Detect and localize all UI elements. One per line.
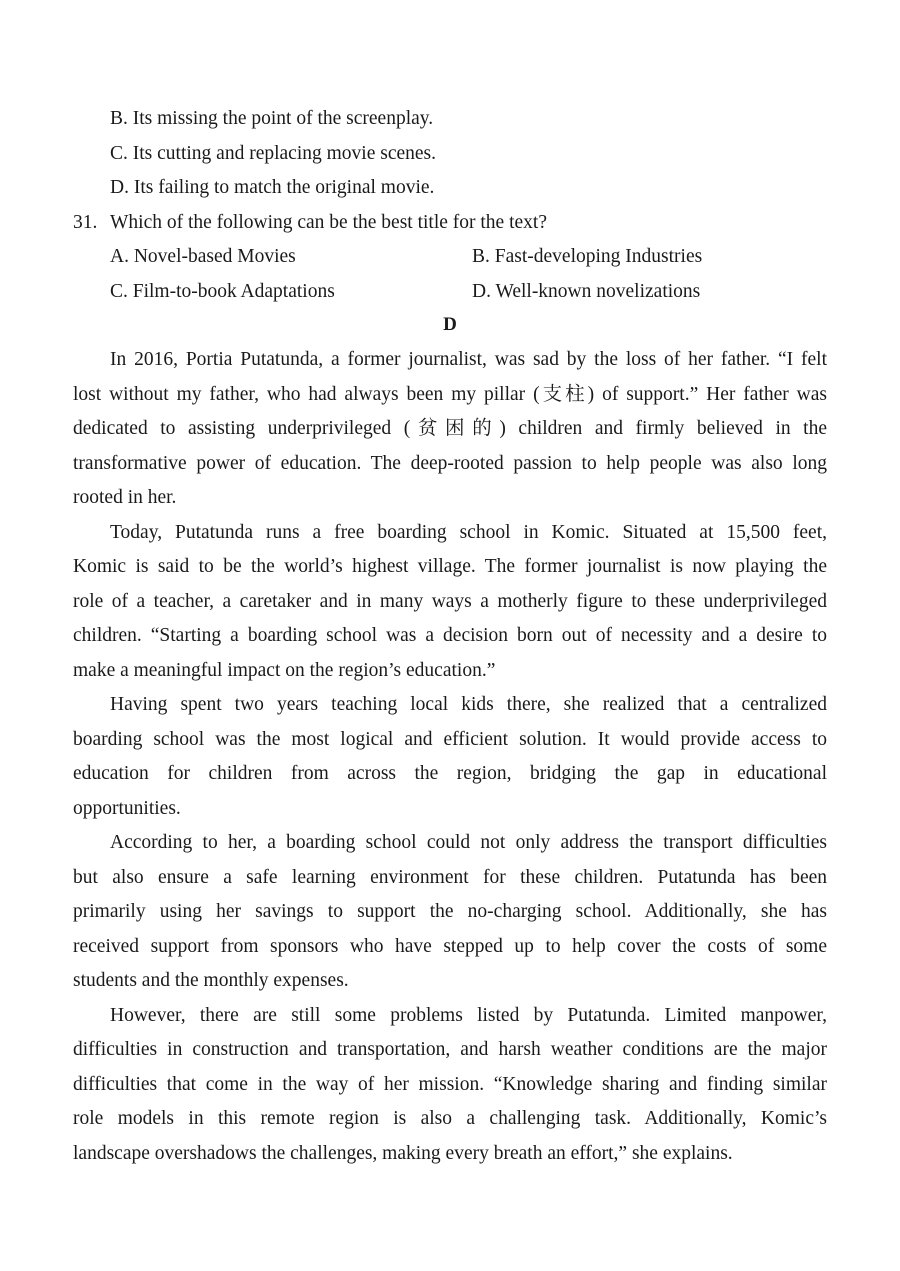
q30-option-d: D. Its failing to match the original movie. xyxy=(110,177,435,198)
passage-line: transformative power of education. The deep-rooted passion to help people was also long xyxy=(73,453,827,474)
q30-option-c: C. Its cutting and replacing movie scenes. xyxy=(110,143,436,164)
passage-line: Having spent two years teaching local kids there, she realized that a centralized xyxy=(110,694,827,715)
passage-line: students and the monthly expenses. xyxy=(73,970,349,991)
passage-line: lost without my father, who had always been my pillar (支柱) of support.” Her father was xyxy=(73,384,827,405)
passage-line: opportunities. xyxy=(73,798,181,819)
passage-line: but also ensure a safe learning environment for these children. Putatunda has been xyxy=(73,867,827,888)
q31-option-b: B. Fast-developing Industries xyxy=(472,246,703,267)
passage-line: make a meaningful impact on the region’s education.” xyxy=(73,660,496,681)
passage-line: According to her, a boarding school could not only address the transport difficulties xyxy=(110,832,827,853)
q30-option-b: B. Its missing the point of the screenplay. xyxy=(110,108,434,129)
q31-number: 31. xyxy=(73,212,98,233)
passage-line: However, there are still some problems listed by Putatunda. Limited manpower, xyxy=(110,1005,827,1026)
q31-stem: Which of the following can be the best title for the text? xyxy=(110,212,547,233)
passage-line: received support from sponsors who have stepped up to help cover the costs of some xyxy=(73,936,827,957)
section-heading: D xyxy=(443,314,457,335)
q31-option-a: A. Novel-based Movies xyxy=(110,246,296,267)
passage-line: boarding school was the most logical and efficient solution. It would provide access to xyxy=(73,729,827,750)
passage-line: In 2016, Portia Putatunda, a former journalist, was sad by the loss of her father. “I felt xyxy=(110,349,827,370)
passage-line: rooted in her. xyxy=(73,487,177,508)
passage-line: role of a teacher, a caretaker and in many ways a motherly figure to these underprivileged xyxy=(73,591,827,612)
passage-line: landscape overshadows the challenges, making every breath an effort,” she explains. xyxy=(73,1143,733,1164)
passage-line: primarily using her savings to support the no-charging school. Additionally, she has xyxy=(73,901,827,922)
passage-line: dedicated to assisting underprivileged (贫困的) children and firmly believed in the xyxy=(73,418,827,439)
passage-line: children. “Starting a boarding school was a decision born out of necessity and a desire to xyxy=(73,625,827,646)
passage-line: difficulties that come in the way of her mission. “Knowledge sharing and finding similar xyxy=(73,1074,827,1095)
passage-line: education for children from across the region, bridging the gap in educational xyxy=(73,763,827,784)
passage-line: Today, Putatunda runs a free boarding school in Komic. Situated at 15,500 feet, xyxy=(110,522,827,543)
passage-line: difficulties in construction and transportation, and harsh weather conditions are the major xyxy=(73,1039,827,1060)
q31-option-d: D. Well-known novelizations xyxy=(472,281,701,302)
passage-line: role models in this remote region is also a challenging task. Additionally, Komic’s xyxy=(73,1108,827,1129)
q31-option-c: C. Film-to-book Adaptations xyxy=(110,281,335,302)
passage-line: Komic is said to be the world’s highest village. The former journalist is now playing the xyxy=(73,556,827,577)
